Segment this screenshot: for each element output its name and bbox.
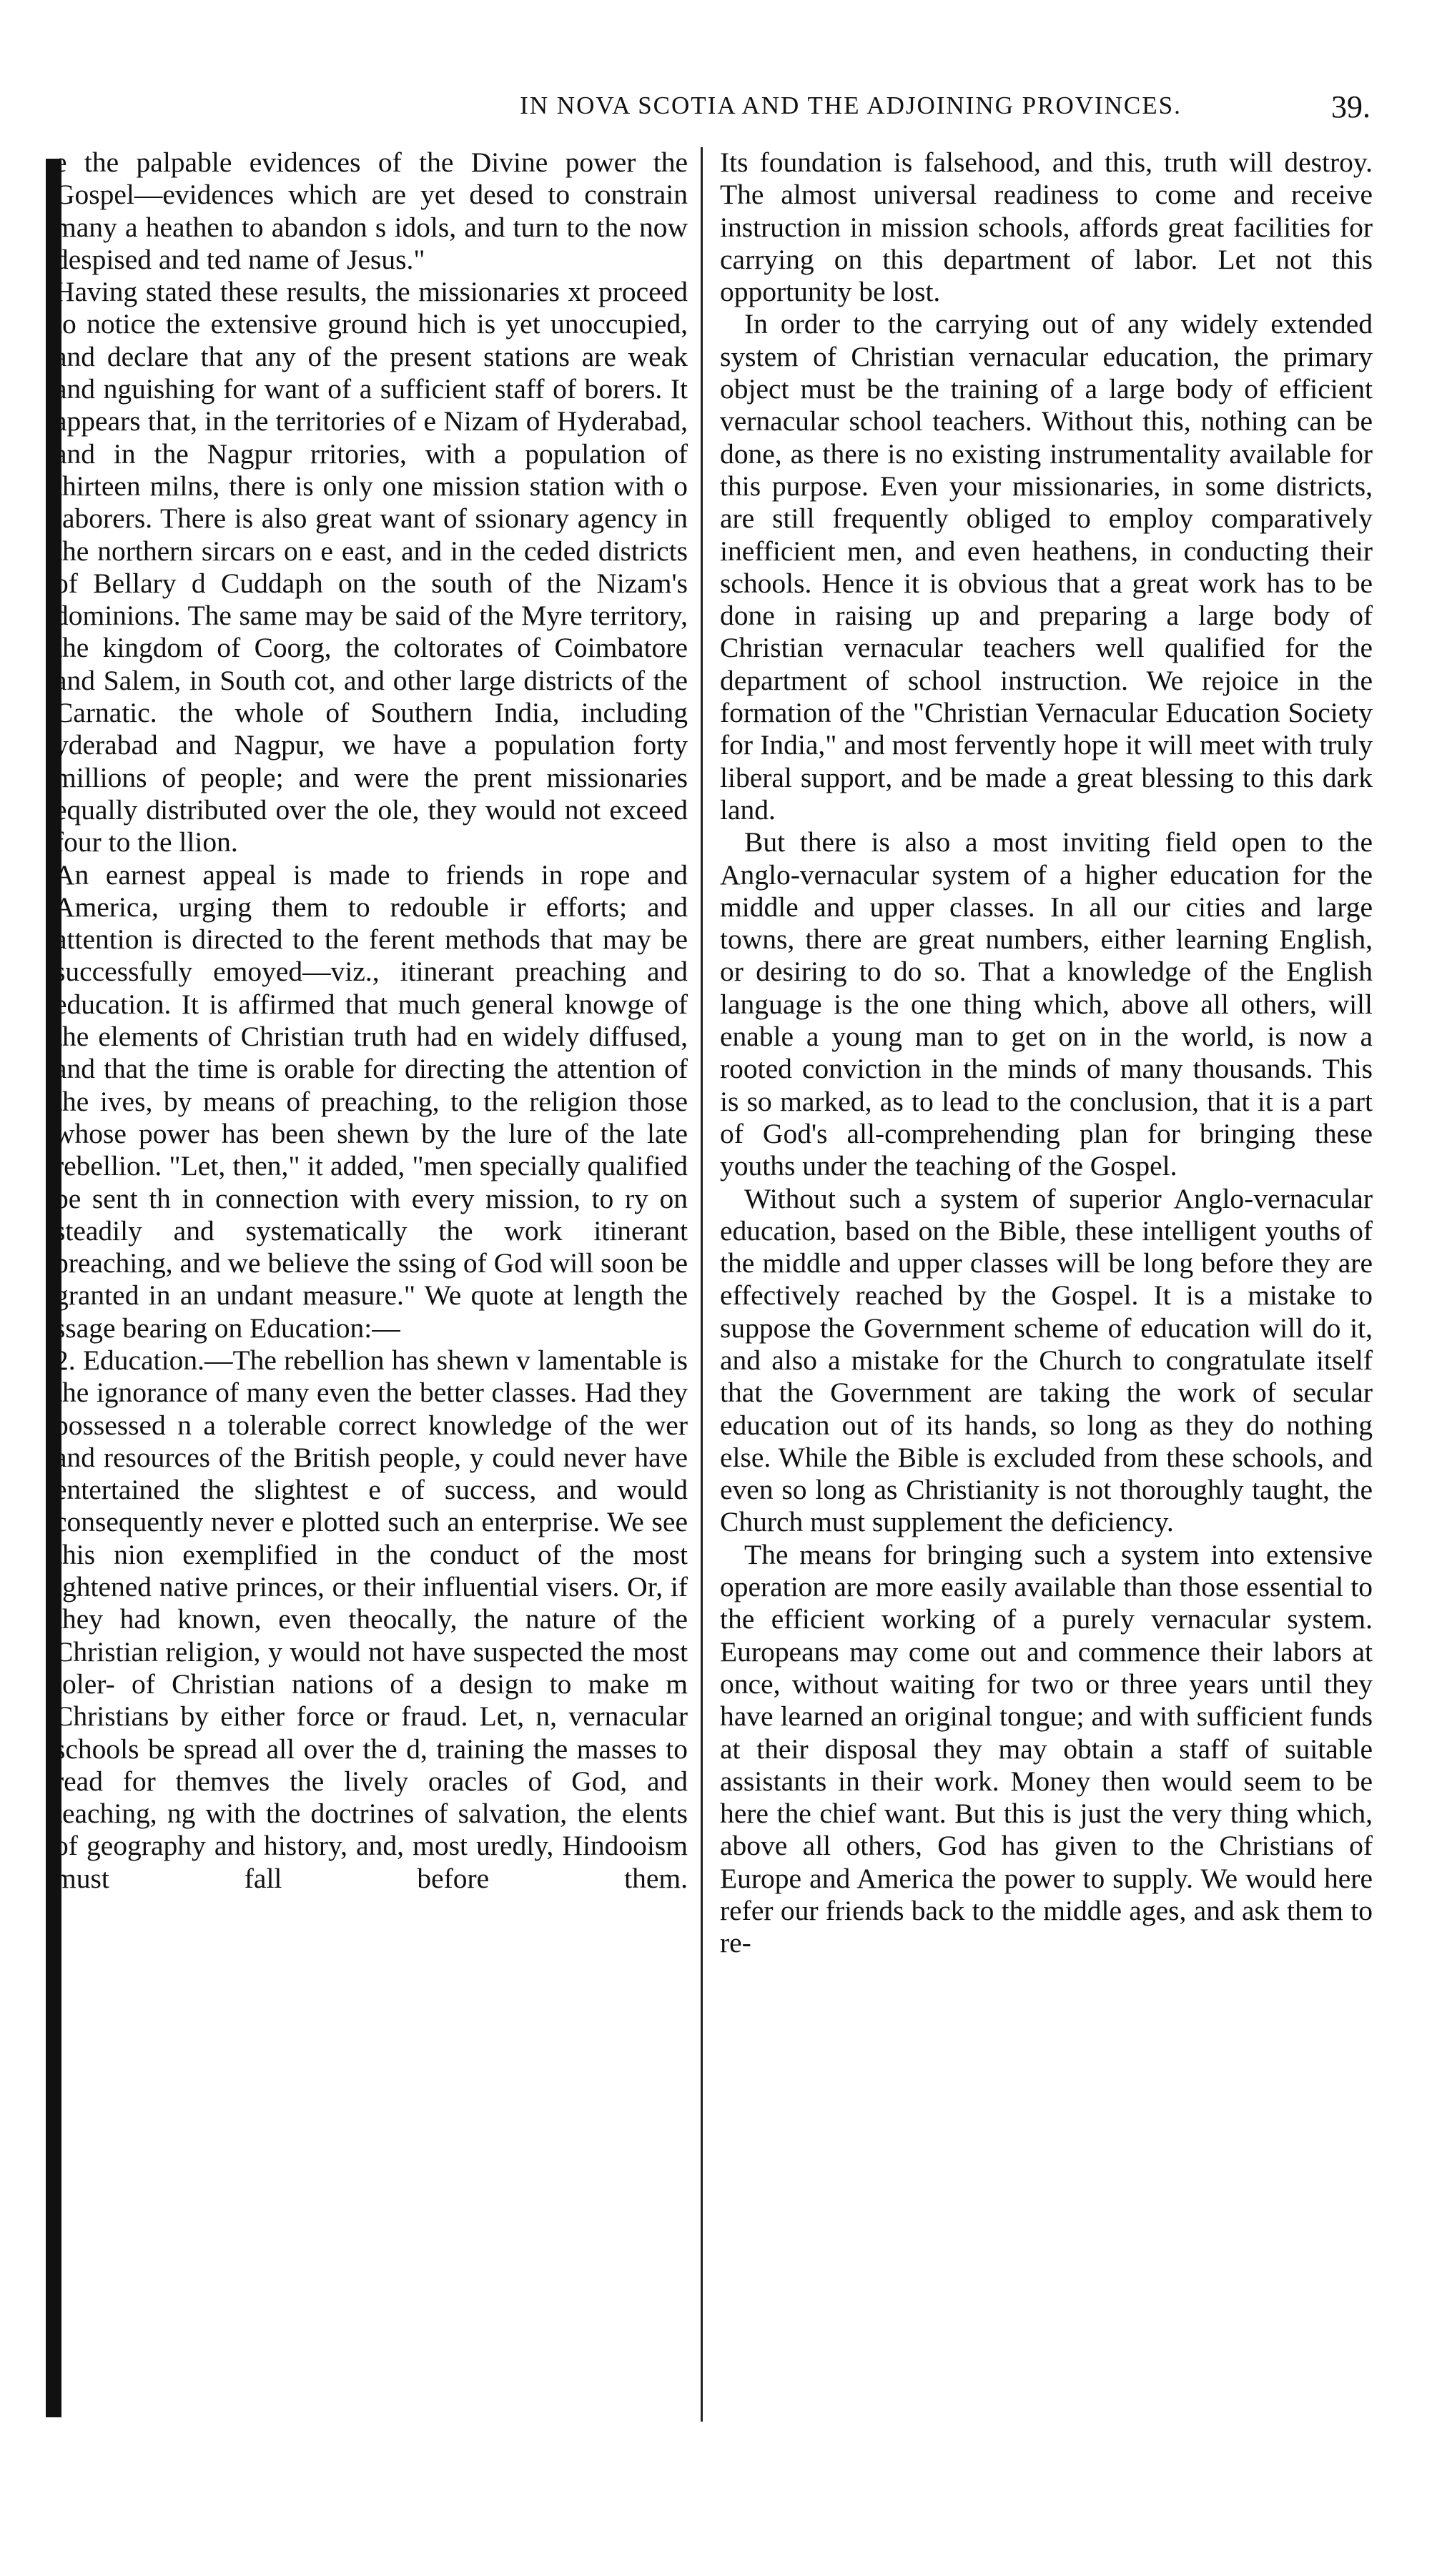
paragraph: The means for bringing such a system into extensive operation are more easily available than those essential to the efficient working of a purely vernacular system. Europeans may come out and commence their labors at once, without waiting for two or three years until they have learned an original tongue; and with sufficient funds at their disposal they may obtain a staff of suitable assistants in their work. Money then would seem to be here the chief want. But this is just the very thing which, above all others, God has given to the Christians of Europe and America the power to supply. We would here refer our friends back to the middle ages, and ask them to re- — [720, 1538, 1373, 1959]
paragraph: e the palpable evidences of the Divine power the Gospel—evidences which are yet desed to constrain many a heathen to abandon s idols, and turn to the now despised and ted name of Jesus." — [54, 147, 688, 275]
paragraph: Without such a system of superior Anglo-vernacular education, based on the Bible, these intelligent youths of the middle and upper classes will be long before they are effectively reached by the Gospel. It is a mistake to suppose the Government scheme of education will do it, and also a mistake for the Church to congratulate itself that the Government are taking the work of secular education out of its hands, so long as they do nothing else. While the Bible is excluded from these schools, and even so long as Christianity is not thoroughly taught, the Church must supplement the deficiency. — [720, 1182, 1373, 1538]
paragraph: In order to the carrying out of any widely extended system of Christian vernacular education, the primary object must be the training of a large body of efficient vernacular school teachers. Without this, nothing can be done, as there is no existing instrumentality available for this purpose. Even your missionaries, in some districts, are still frequently obliged to employ comparatively inefficient men, and even heathens, in conducting their schools. Hence it is obvious that a great work has to be done in raising up and preparing a large body of Christian vernacular teachers well qualified for the department of school instruction. We rejoice in the formation of the "Christian Vernacular Education Society for India," and most fervently hope it will meet with truly liberal support, and be made a great blessing to this dark land. — [720, 308, 1373, 826]
column-divider — [701, 147, 703, 2422]
left-column — [54, 147, 688, 1895]
paragraph: But there is also a most inviting field open to the Anglo-vernacular system of a higher education for the middle and upper classes. In all our cities and large towns, there are great numbers, either learning English, or desiring to do so. That a knowledge of the English language is the one thing which, above all others, will enable a young man to get on in the world, is now a rooted conviction in the minds of many thousands. This is so marked, as to lead to the conclusion, that it is a part of God's all-comprehending plan for bringing these youths under the teaching of the Gospel. — [720, 826, 1373, 1182]
right-column — [720, 147, 1373, 1960]
paragraph: Its foundation is falsehood, and this, truth will destroy. The almost universal readiness to come and receive instruction in mission schools, affords great facilities for carrying on this department of labor. Let not this opportunity be lost. — [720, 147, 1373, 308]
page-number: 39. — [1331, 89, 1371, 124]
running-header: IN NOVA SCOTIA AND THE ADJOINING PROVINCES. — [520, 91, 1182, 119]
paragraph: Having stated these results, the missionaries xt proceed to notice the extensive ground hich is yet unoccupied, and declare that any of the present stations are weak and nguishing for want of a sufficient staff of borers. It appears that, in the territories of e Nizam of Hyderabad, and in the Nagpur rritories, with a population of thirteen milns, there is only one mission station with o laborers. There is also great want of ssionary agency in the northern sircars on e east, and in the ceded districts of Bellary d Cuddaph on the south of the Nizam's dominions. The same may be said of the Myre territory, the kingdom of Coorg, the coltorates of Coimbatore and Salem, in South cot, and other large districts of the Carnatic. the whole of Southern India, including yderabad and Nagpur, we have a population forty millions of people; and were the prent missionaries equally distributed over the ole, they would not exceed four to the llion. — [54, 276, 688, 858]
paragraph: 2. Education.—The rebellion has shewn v lamentable is the ignorance of many even the better classes. Had they possessed n a tolerable correct knowledge of the wer and resources of the British people, y could never have entertained the slightest e of success, and would consequently never e plotted such an enterprise. We see this nion exemplified in the conduct of the most ightened native princes, or their influential visers. Or, if they had known, even theocally, the nature of the Christian religion, y would not have suspected the most toler- of Christian nations of a design to make m Christians by either force or fraud. Let, n, vernacular schools be spread all over the d, training the masses to read for themves the lively oracles of God, and teaching, ng with the doctrines of salvation, the elents of geography and history, and, most uredly, Hindooism must fall before them. — [54, 1344, 688, 1894]
paragraph: An earnest appeal is made to friends in rope and America, urging them to redouble ir efforts; and attention is directed to the ferent methods that may be successfully emoyed—viz., itinerant preaching and education. It is affirmed that much general knowge of the elements of Christian truth had en widely diffused, and that the time is orable for directing the attention of the ives, by means of preaching, to the religion those whose power has been shewn by the lure of the late rebellion. "Let, then," it added, "men specially qualified be sent th in connection with every mission, to ry on steadily and systematically the work itinerant preaching, and we believe the ssing of God will soon be granted in an undant measure." We quote at length the ssage bearing on Education:— — [54, 858, 688, 1344]
